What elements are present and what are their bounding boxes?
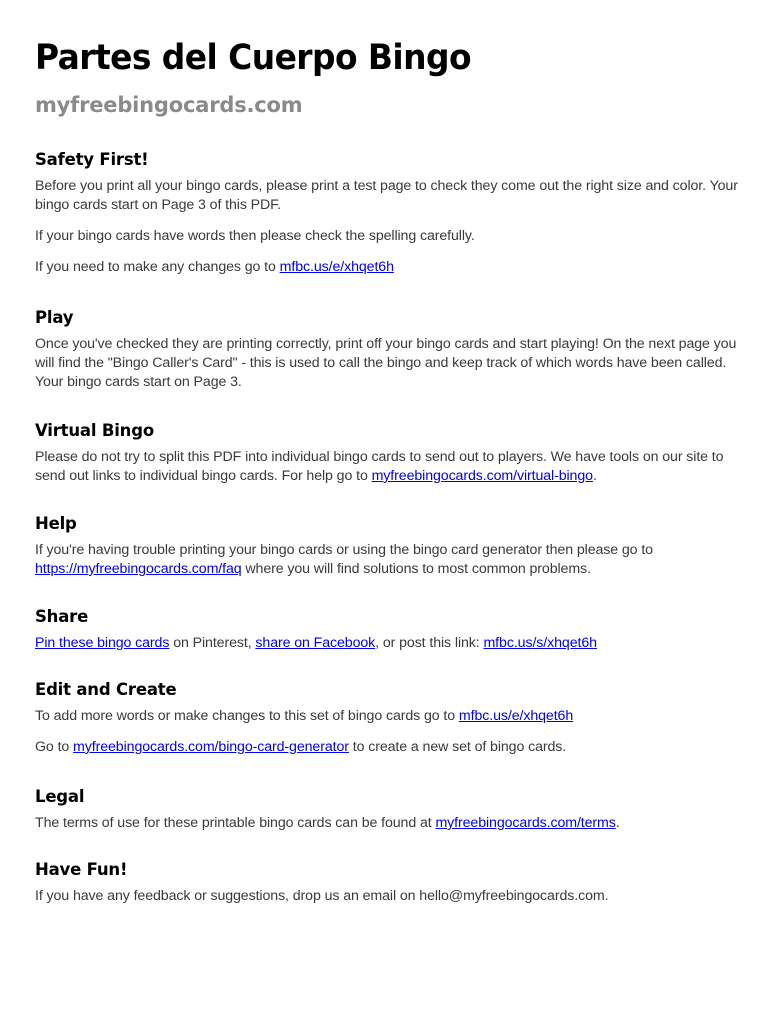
page-title: Partes del Cuerpo Bingo [35,38,471,78]
legal-heading: Legal [35,787,85,806]
fun-paragraph: If you have any feedback or suggestions, drop us an email on hello@myfreebingocards.com. [35,888,609,904]
section-edit-and-create [35,679,738,757]
safety-text: If you need to make any changes go to [35,259,280,275]
virtual-bingo-link[interactable]: myfreebingocards.com/virtual-bingo [371,468,593,484]
section-have-fun [35,859,738,906]
help-text-end: where you will find solutions to most common problems. [241,561,591,577]
faq-link[interactable]: https://myfreebingocards.com/faq [35,561,242,577]
safety-paragraph-1: Before you print all your bingo cards, please print a test page to check they come out the right size and color. Your bingo cards start on Page 3 of this PDF. [35,178,738,213]
create-text: Go to [35,739,74,755]
help-heading: Help [35,514,77,533]
virtual-text: Please do not try to split this PDF into individual bingo cards to send out to players. We have tools on our site to send out links to individual bingo cards. For help go to [35,449,724,484]
section-help [35,513,738,579]
edit-set-link[interactable]: mfbc.us/e/xhqet6h [458,708,574,724]
fun-heading: Have Fun! [35,860,128,879]
edit-link[interactable]: mfbc.us/e/xhqet6h [279,259,394,275]
help-paragraph [35,541,738,579]
legal-text-end: . [615,815,620,831]
legal-paragraph [35,814,738,833]
safety-paragraph-3 [35,258,738,277]
share-link[interactable]: mfbc.us/s/xhqet6h [483,635,597,651]
section-play [35,307,738,392]
section-safety-first [35,149,738,277]
facebook-link[interactable]: share on Facebook [255,635,376,651]
share-heading: Share [35,607,89,626]
create-text-end: to create a new set of bingo cards. [348,739,567,755]
share-text-2: , or post this link: [375,635,484,651]
section-legal [35,786,738,833]
site-name: myfreebingocards.com [35,93,303,117]
virtual-heading: Virtual Bingo [35,421,154,440]
safety-heading: Safety First! [35,150,149,169]
edit-paragraph-1 [35,707,738,726]
play-heading: Play [35,308,74,327]
edit-text: To add more words or make changes to this set of bingo cards go to [35,708,459,724]
safety-paragraph-2: If your bingo cards have words then please check the spelling carefully. [35,228,475,244]
edit-heading: Edit and Create [35,680,177,699]
virtual-paragraph [35,448,738,486]
help-text: If you're having trouble printing your bingo cards or using the bingo card generator then please go to [35,542,653,558]
share-paragraph [35,634,738,653]
virtual-text-end: . [592,468,597,484]
pinterest-link[interactable]: Pin these bingo cards [35,635,170,651]
share-text-1: on Pinterest, [169,635,256,651]
play-paragraph: Once you've checked they are printing correctly, print off your bingo cards and start playing! On the next page you will find the "Bingo Caller's Card" - this is used to call the bingo and keep track of which words have been called. Your bingo cards start on Page 3. [35,336,737,390]
section-virtual-bingo [35,420,738,486]
section-share [35,606,738,653]
edit-paragraph-2 [35,738,738,757]
terms-link[interactable]: myfreebingocards.com/terms [435,815,616,831]
legal-text: The terms of use for these printable bingo cards can be found at [35,815,436,831]
generator-link[interactable]: myfreebingocards.com/bingo-card-generator [73,739,349,755]
